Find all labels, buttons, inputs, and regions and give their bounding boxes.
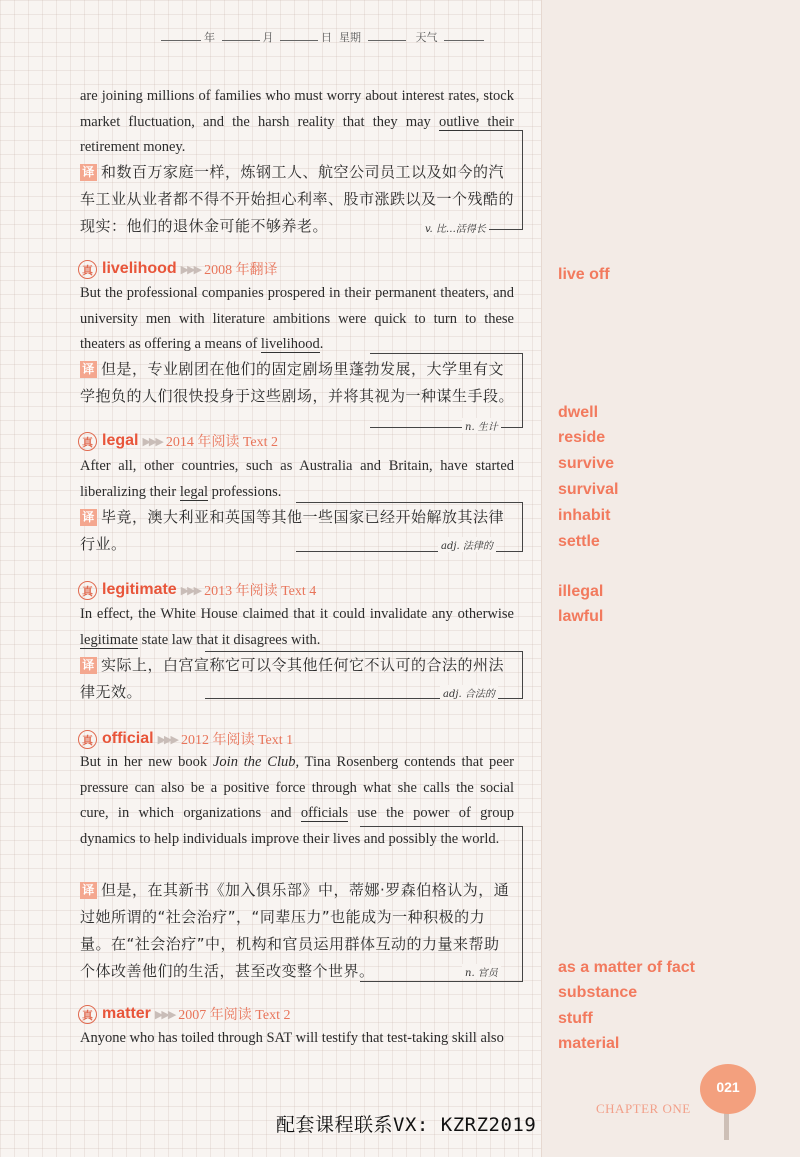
arrow-icon: ▶▶▶ (180, 263, 201, 276)
related-word: stuff (558, 1010, 593, 1027)
example-sentence-en: But in her new book Join the Club, Tina Rosenberg contends that peer pressure can also be a positive force through what she calls the social cure, in which organizations and officials use the power of group dynamics to help individuals improve their lives and possibly the world. (80, 754, 515, 847)
related-word: settle (558, 533, 600, 550)
arrow-icon: ▶▶▶ (180, 584, 201, 597)
arrow-icon: ▶▶▶ (142, 435, 162, 448)
example-sentence-en: Anyone who has toiled through SAT will testify that test-taking skill also (80, 1030, 504, 1046)
related-word: survival (558, 481, 619, 498)
example-translation-zh: 译 和数百万家庭一样，炼钢工人、航空公司员工以及如今的汽车工业从业者都不得不开始担心利率、股市涨跌以及一个残酷的现实：他们的退休金可能不够养老。 (80, 163, 515, 235)
headword: legal (102, 432, 139, 449)
example-sentence-en: In effect, the White House claimed that it could invalidate any otherwise legitimate state law that it disagrees with. (80, 606, 514, 648)
year-label: 年 (204, 31, 215, 44)
weekday-label: 星期 (339, 31, 361, 44)
gloss: v. 比…活得长 (422, 220, 489, 235)
translate-badge: 译 (80, 882, 97, 899)
entry-heading-legal (78, 431, 278, 451)
source-label: 2013 年阅读 Text 4 (204, 584, 317, 599)
entry-heading-legitimate (78, 580, 316, 600)
day-label: 日 (321, 31, 332, 44)
related-word: as a matter of fact (558, 959, 695, 976)
example-sentence-en: After all, other countries, such as Australia and Britain, have started liberalizing their legal professions. (80, 458, 514, 500)
headword: livelihood (102, 260, 177, 277)
highlight-word: officials (300, 805, 349, 821)
example-sentence-en: But the professional companies prospered in their permanent theaters, and university men with literature ambitions were quick to turn to these theaters as offering a means of livelihood. (80, 285, 514, 352)
highlight-word: legitimate (80, 631, 138, 648)
translate-badge: 译 (80, 509, 97, 526)
headword: matter (102, 1005, 151, 1022)
page-number: 021 (700, 1064, 756, 1114)
highlight-word: outlive (438, 113, 480, 130)
example-translation-zh: 译 毕竟，澳大利亚和英国等其他一些国家已经开始解放其法律行业。 (80, 508, 505, 553)
related-word: reside (558, 429, 606, 446)
translate-badge: 译 (80, 657, 97, 674)
headword: legitimate (102, 581, 177, 598)
example-translation-zh: 译 但是，在其新书《加入俱乐部》中，蒂娜·罗森伯格认为，通过她所谓的“社会治疗”，“同辈压力”也能成为一种积极的力量。在“社会治疗”中，机构和官员运用群体互动的力量来帮助个体改善他们的生活，甚至改变整个世界。 (80, 881, 510, 980)
source-label: 2014 年阅读 Text 2 (165, 435, 279, 450)
related-word: lawful (558, 608, 604, 625)
zhen-badge: 真 (78, 432, 97, 451)
example-translation-zh: 译 实际上，白宫宣称它可以令其他任何它不认可的合法的州法律无效。 (80, 656, 505, 701)
example-translation-zh: 译 但是，专业剧团在他们的固定剧场里蓬勃发展，大学里有文学抱负的人们很快投身于这些剧场，并将其视为一种谋生手段。 (80, 360, 515, 405)
chapter-label: CHAPTER ONE (596, 1101, 691, 1116)
zhen-badge: 真 (78, 581, 97, 600)
headword: official (102, 730, 154, 747)
arrow-icon: ▶▶▶ (154, 1008, 175, 1021)
gloss-bracket (360, 826, 523, 982)
month-label: 月 (262, 31, 274, 44)
related-word: dwell (558, 404, 599, 421)
arrow-icon: ▶▶▶ (157, 733, 177, 746)
related-word: illegal (558, 583, 604, 600)
gloss: adj. 合法的 (440, 685, 498, 700)
gloss-bracket (470, 130, 523, 230)
related-word: survive (558, 455, 615, 472)
related-word: live off (558, 266, 610, 283)
entry-heading-livelihood (78, 259, 278, 279)
highlight-word: livelihood (260, 336, 320, 352)
translate-badge: 译 (80, 361, 97, 378)
book-title: Join the Club (212, 754, 296, 770)
zhen-badge: 真 (78, 1005, 97, 1024)
highlight-word: legal (179, 483, 209, 500)
source-label: 2007 年阅读 Text 2 (178, 1008, 291, 1023)
watermark-text: 配套课程联系VX: KZRZ2019 (276, 1114, 537, 1136)
gloss: n. 官员 (462, 964, 501, 979)
gloss: adj. 法律的 (438, 537, 496, 552)
related-word: material (558, 1035, 620, 1052)
weather-label: 天气 (415, 31, 438, 44)
source-label: 2012 年阅读 Text 1 (180, 733, 294, 748)
gloss: n. 生计 (462, 418, 501, 433)
example-sentence-en: are joining millions of families who must worry about interest rates, stock market fluctuation, and the harsh reality that they may outlive their retirement money. (80, 88, 514, 155)
zhen-badge: 真 (78, 260, 97, 279)
date-header (158, 29, 487, 45)
related-word: substance (558, 984, 638, 1001)
source-label: 2008 年翻译 (204, 263, 278, 278)
entry-heading-official (78, 729, 293, 749)
entry-heading-matter (78, 1004, 290, 1024)
gloss-bracket (370, 353, 523, 428)
translate-badge: 译 (80, 164, 97, 181)
related-word: inhabit (558, 507, 611, 524)
zhen-badge: 真 (78, 730, 97, 749)
